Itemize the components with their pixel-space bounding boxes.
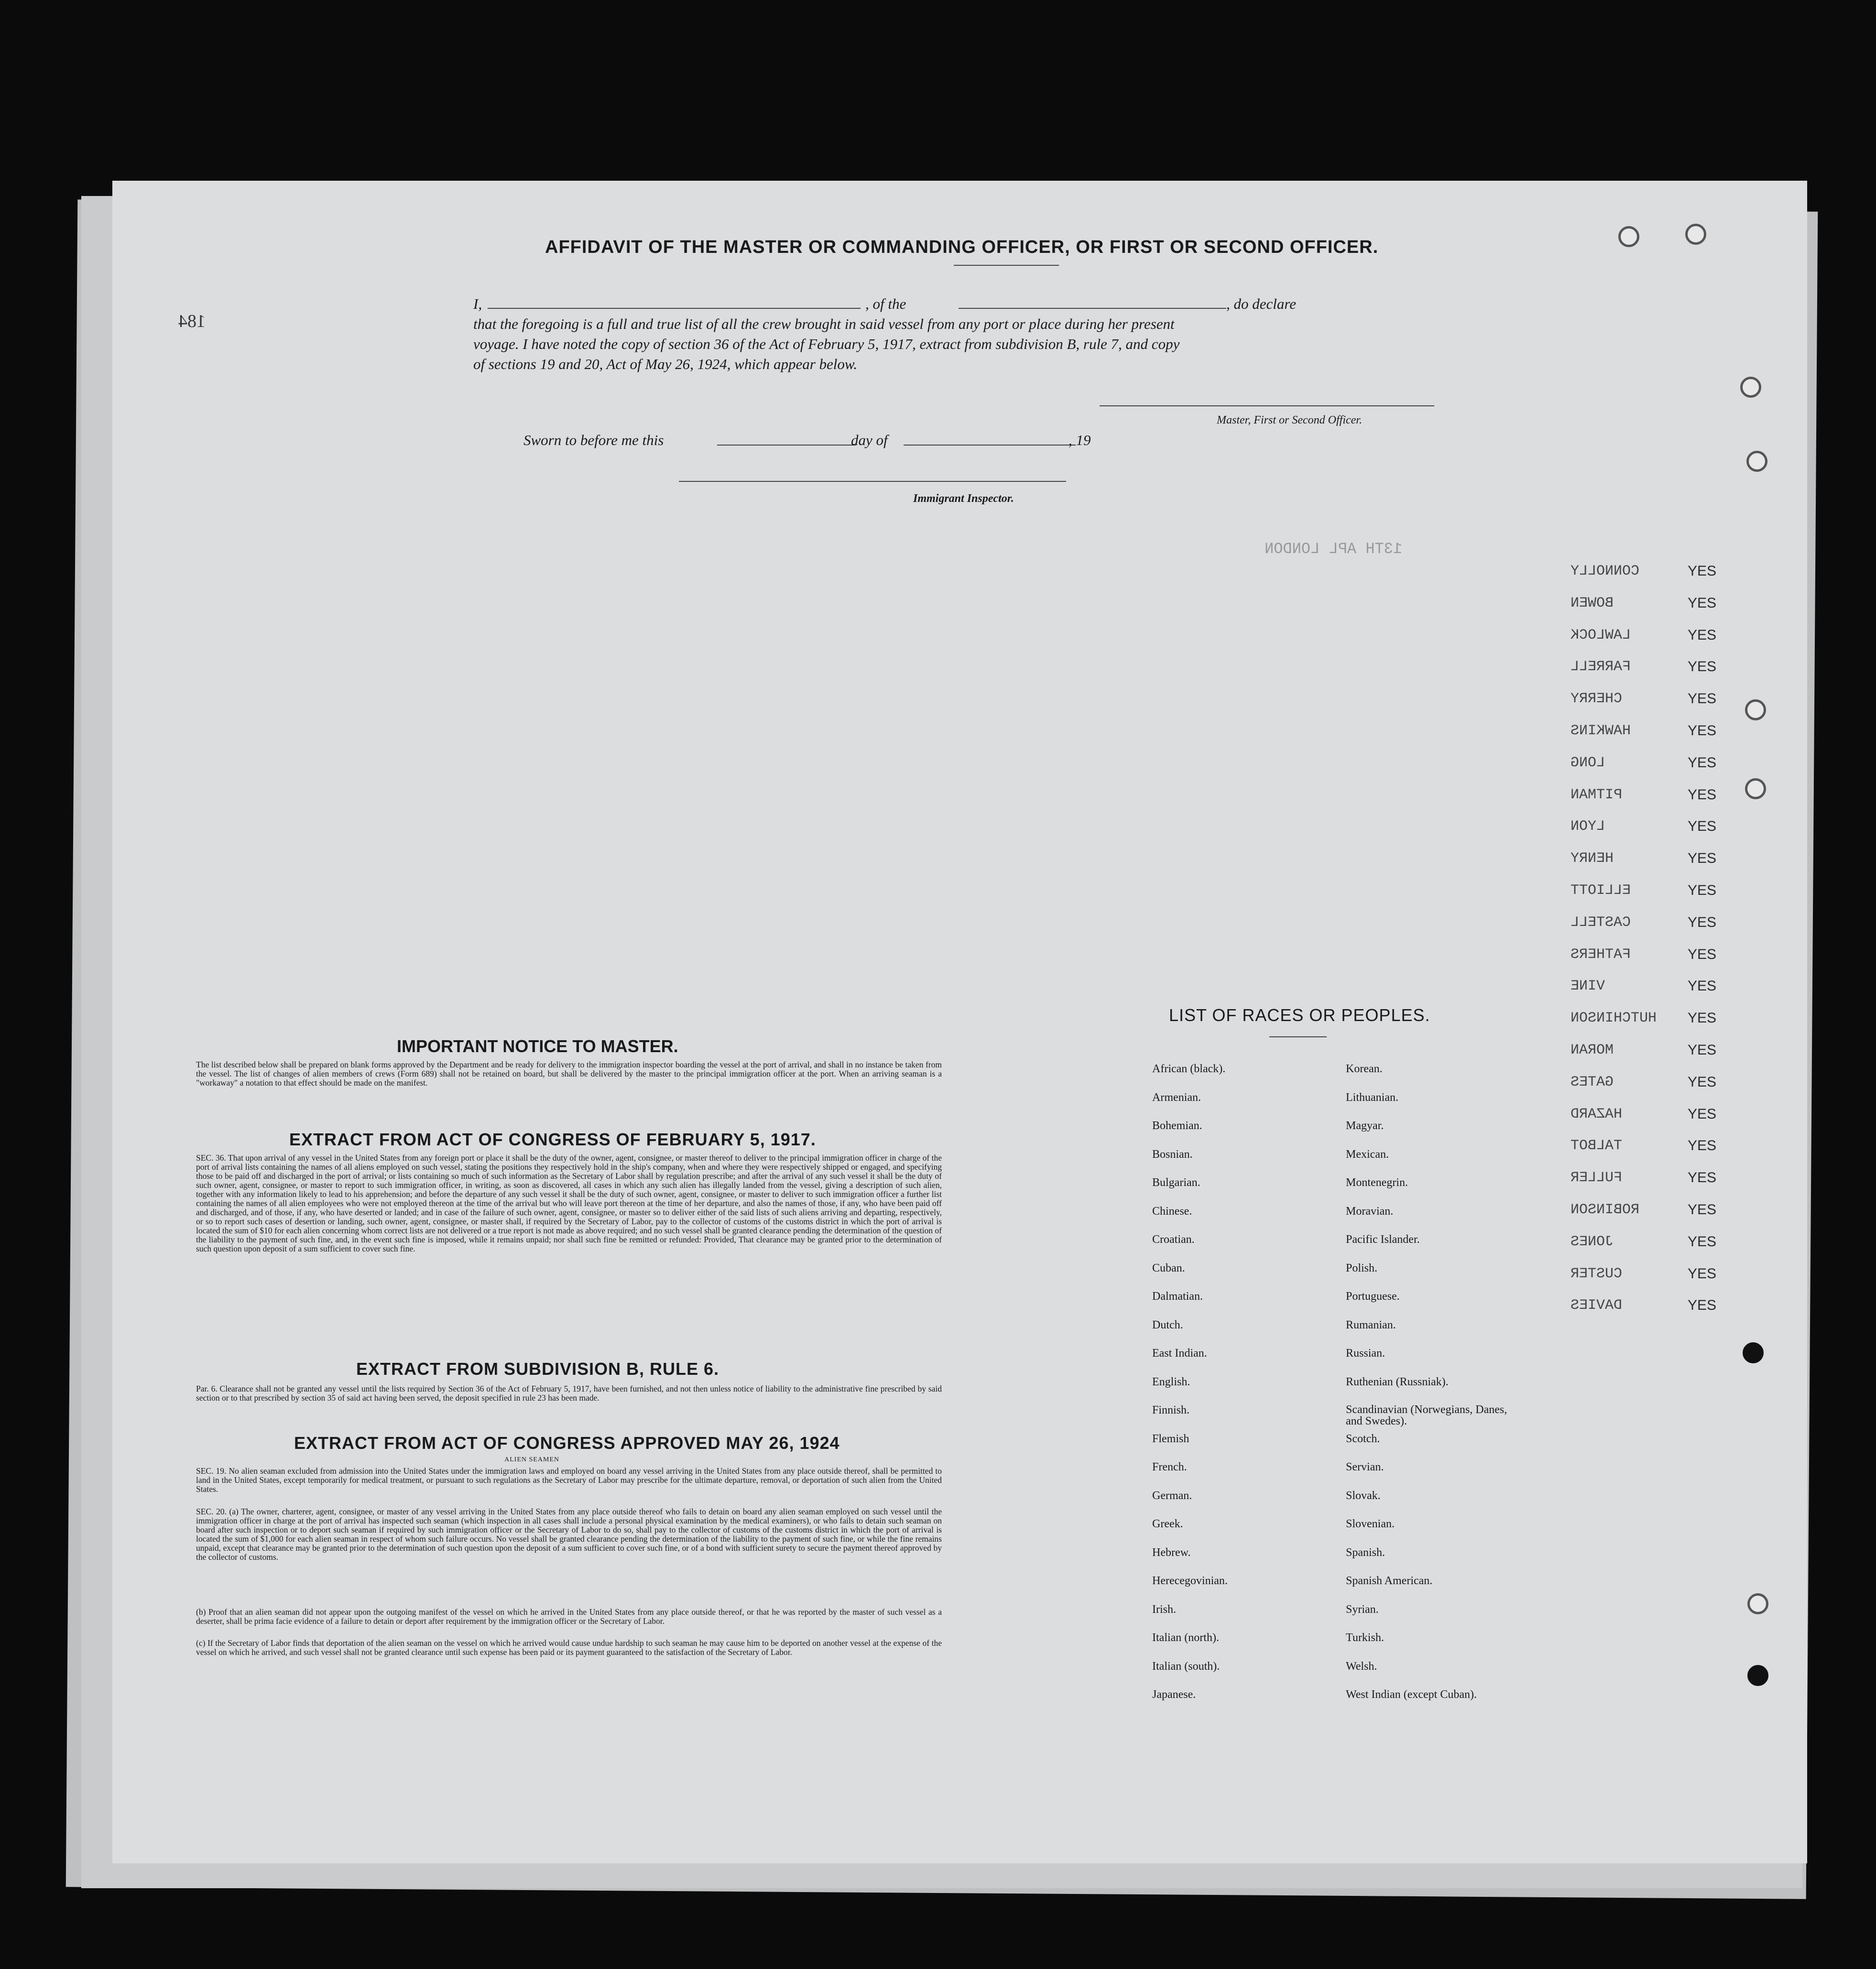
- affidavit-line: that the foregoing is a full and true list of all the crew brought in said vessel from any port or place during her present: [473, 315, 1175, 332]
- race-item: Bosnian.: [1152, 1148, 1193, 1161]
- race-item: Cuban.: [1152, 1262, 1185, 1274]
- bleed-through-name: CONNOLLY: [1571, 563, 1640, 579]
- bleed-through-name: BOWEN: [1571, 595, 1614, 611]
- extract-1917-body: SEC. 36. That upon arrival of any vessel in the United States from any foreign port or place it shall be the duty of the owner, agent, consignee, or master thereof to deliver to the principal immigration officer in charge of the port of arrival lists containing the names of all aliens employed on such vessel, stating the positions they respectively hold in the ship's company, when and where they were respectively shipped or engaged, and specifying those to be paid off and discharged in the port of arrival; or lists containing so much of such information as the Secretary of Labor shall by regulation prescribe; and after the arrival of any such vessel it shall be the duty of such owner, agent, consignee, or master to report to such immigration officer, in writing, as soon as discovered, all cases in which any such alien has illegally landed from the vessel, giving a description of such alien, together with any information likely to lead to his apprehension; and before the departure of any such vessel it shall be the duty of such owner, agent, consignee, or master to deliver to such immigration officer a further list containing the names of all alien employees who were not employed thereon at the time of the arrival but who will leave port thereon at the time of her departure, and also the names of those, if any, who have been paid off and discharged, and of those, if any, who have deserted or landed; and in case of the failure of such owner, agent, consignee, or master so to deliver either of the said lists of such aliens arriving and departing, respectively, or so to report such cases of desertion or landing, such owner, agent, consignee, or master shall, if required by the Secretary of Labor, pay to the collector of customs of the customs district in which the port of arrival is located the sum of $10 for each alien concerning whom correct lists are not delivered or a true report is not made as above required; and no such vessel shall be granted clearance pending the determination of the question of the liability to the payment of such fine, and, in the event such fine is imposed, while it remains unpaid; nor shall such fine be remitted or refunded: Provided, That clearance may be granted prior to the determination of such question upon deposit of a sum sufficient to cover such fine.: [196, 1153, 942, 1253]
- race-item: Welsh.: [1346, 1660, 1377, 1673]
- race-item: Bulgarian.: [1152, 1176, 1200, 1189]
- race-item: Rumanian.: [1346, 1318, 1396, 1331]
- race-item: West Indian (except Cuban).: [1346, 1688, 1477, 1701]
- affidavit-line: of sections 19 and 20, Act of May 26, 1924, which appear below.: [473, 356, 858, 372]
- bleed-through-yes-mark: YES: [1688, 627, 1717, 643]
- binder-hole: [1745, 699, 1766, 720]
- bleed-through-name: HUTCHINSON: [1571, 1010, 1657, 1027]
- bleed-through-name: PITMAN: [1571, 786, 1623, 803]
- affidavit-i-label: I,: [473, 295, 482, 312]
- bleed-through-name: GATES: [1571, 1074, 1614, 1090]
- bleed-through-yes-mark: YES: [1688, 978, 1717, 994]
- race-item: Russian.: [1346, 1347, 1385, 1360]
- bleed-through-yes-mark: YES: [1688, 595, 1717, 611]
- race-item: French.: [1152, 1461, 1187, 1473]
- bleed-through-name: LYON: [1571, 818, 1605, 835]
- signature-field[interactable]: [1100, 405, 1434, 406]
- bleed-through-header: 13TH APL LONDON: [1265, 540, 1403, 558]
- bleed-through-yes-mark: YES: [1688, 1106, 1717, 1122]
- race-item: Hebrew.: [1152, 1546, 1191, 1559]
- sworn-label: Sworn to before me this: [524, 432, 664, 448]
- bleed-through-name: ELLIOTT: [1571, 882, 1631, 899]
- race-item: Dutch.: [1152, 1318, 1183, 1331]
- race-item: Pacific Islander.: [1346, 1233, 1420, 1246]
- binder-hole: [1618, 226, 1639, 247]
- race-item: Armenian.: [1152, 1091, 1201, 1104]
- notice-body: The list described below shall be prepared on blank forms approved by the Department and be ready for delivery to the immigration inspector boarding the vessel at the port of arrival, and shall in no instance be taken from the vessel. The list of changes of alien members of crews (Form 689) shall not be retained on board, but shall be delivered by the master to the principal immigration officer at the port. When an arriving seaman is a "workaway" a notation to that effect should be made on the manifest.: [196, 1060, 942, 1088]
- bleed-through-name: FULLER: [1571, 1170, 1623, 1186]
- race-item: African (black).: [1152, 1063, 1226, 1075]
- bleed-through-name: CUSTER: [1571, 1265, 1623, 1282]
- bleed-through-yes-mark: YES: [1688, 563, 1717, 579]
- extract-1924-sec19: SEC. 19. No alien seaman excluded from admission into the United States under the immigration laws and employed on board any vessel arriving in the United States from any place outside thereof, shall be permitted to land in the United States, except temporarily for medical treatment, or pursuant to such regulations as the Secretary of Labor may prescribe for the ultimate departure, removal, or deportation of such alien from the United States.: [196, 1466, 942, 1494]
- bleed-through-name: CHERRY: [1571, 691, 1623, 707]
- extract-1924-sec20b: (b) Proof that an alien seaman did not appear upon the outgoing manifest of the vessel on which he arrived in the United States from any place outside thereof, or that he was reported by the master of such vessel as a deserter, shall be prima facie evidence of a failure to detain or deport after requirement by the immigration officer or the Secretary of Labor.: [196, 1607, 942, 1626]
- bleed-through-yes-mark: YES: [1688, 691, 1717, 707]
- race-item: Scandinavian (Norwegians, Danes, and Swedes).: [1346, 1403, 1507, 1427]
- binder-hole: [1745, 778, 1766, 799]
- race-item: Turkish.: [1346, 1632, 1384, 1644]
- sworn-day-field[interactable]: [717, 445, 856, 446]
- race-item: English.: [1152, 1375, 1190, 1388]
- manifest-page: [112, 181, 1807, 1863]
- inspector-signature-field[interactable]: [679, 481, 1066, 482]
- bleed-through-name: ROBINSON: [1571, 1202, 1640, 1218]
- inspector-label: Immigrant Inspector.: [913, 492, 1014, 505]
- race-item: Italian (north).: [1152, 1632, 1219, 1644]
- signature-label: Master, First or Second Officer.: [1217, 414, 1362, 426]
- affidavit-line: voyage. I have noted the copy of section 36 of the Act of February 5, 1917, extract from subdivision B, rule 7, and copy: [473, 336, 1180, 352]
- bleed-through-yes-mark: YES: [1688, 1202, 1717, 1218]
- race-item: Herecegovinian.: [1152, 1575, 1228, 1587]
- alien-seamen-subtitle: ALIEN SEAMEN: [504, 1456, 560, 1463]
- extract-1917-title: EXTRACT FROM ACT OF CONGRESS OF FEBRUARY 5, 1917.: [289, 1130, 816, 1149]
- binder-hole: [1743, 1342, 1764, 1363]
- bleed-through-name: MORAN: [1571, 1042, 1614, 1058]
- divider: [1269, 1036, 1327, 1037]
- bleed-through-yes-mark: YES: [1688, 946, 1717, 962]
- bleed-through-yes-mark: YES: [1688, 1233, 1717, 1250]
- race-item: East Indian.: [1152, 1347, 1207, 1360]
- affidavit-title: AFFIDAVIT OF THE MASTER OR COMMANDING OFFICER, OR FIRST OR SECOND OFFICER.: [545, 237, 1379, 257]
- race-item: Chinese.: [1152, 1205, 1192, 1218]
- race-item: Spanish American.: [1346, 1575, 1433, 1587]
- bleed-through-yes-mark: YES: [1688, 786, 1717, 803]
- race-item: Greek.: [1152, 1518, 1183, 1530]
- bleed-through-name: HAWKINS: [1571, 723, 1631, 739]
- divider: [954, 265, 1059, 266]
- race-item: Croatian.: [1152, 1233, 1195, 1246]
- day-of-label: day of: [851, 432, 888, 448]
- race-item: Scotch.: [1346, 1432, 1380, 1445]
- bleed-through-yes-mark: YES: [1688, 1138, 1717, 1154]
- master-name-field[interactable]: [488, 308, 861, 309]
- sworn-month-field[interactable]: [904, 445, 1076, 446]
- bleed-through-name: JONES: [1571, 1233, 1614, 1250]
- vessel-name-field[interactable]: [959, 308, 1226, 309]
- race-item: Lithuanian.: [1346, 1091, 1398, 1104]
- bleed-through-name: LONG: [1571, 754, 1605, 771]
- race-item: Slovenian.: [1346, 1518, 1395, 1530]
- races-title: LIST OF RACES OR PEOPLES.: [1169, 1005, 1430, 1025]
- race-item: Korean.: [1346, 1063, 1383, 1075]
- bleed-through-name: FATHERS: [1571, 946, 1631, 963]
- margin-page-number: 184: [178, 311, 206, 331]
- race-item: Bohemian.: [1152, 1120, 1202, 1132]
- race-item: Dalmatian.: [1152, 1290, 1203, 1303]
- extract-1924-sec20a: SEC. 20. (a) The owner, charterer, agent, consignee, or master of any vessel arriving in the United States from any place outside thereof who fails to detain on board any alien seaman employed on such vessel until the immigration officer in charge at the port of arrival has inspected such seaman (which inspection in all cases shall include a personal physical examination by the medical examiners), or who fails to detain such seaman on board after such inspection or to deport such seaman if required by such immigration officer or the Secretary of Labor to do so, shall pay to the collector of customs of the customs district in which the port of arrival is located the sum of $1,000 for each alien seaman in respect of whom such failure occurs. No vessel shall be granted clearance pending the determination of the liability to the payment of such fine, or while the fine remains unpaid, except that clearance may be granted prior to the determination of such question upon the deposit of a sum sufficient to cover such fine, or of a bond with sufficient surety to secure the payment thereof approved by the collector of customs.: [196, 1507, 942, 1562]
- affidavit-of-the: , of the: [865, 295, 906, 312]
- bleed-through-yes-mark: YES: [1688, 1042, 1717, 1058]
- race-item: Slovak.: [1346, 1489, 1381, 1502]
- bleed-through-yes-mark: YES: [1688, 1010, 1717, 1026]
- binder-hole: [1747, 1665, 1768, 1686]
- binder-hole: [1747, 1593, 1768, 1614]
- bleed-through-name: HENRY: [1571, 850, 1614, 867]
- year-label: , 19: [1069, 432, 1091, 448]
- race-item: Spanish.: [1346, 1546, 1385, 1559]
- race-item: German.: [1152, 1489, 1192, 1502]
- bleed-through-name: DAVIES: [1571, 1297, 1623, 1314]
- bleed-through-yes-mark: YES: [1688, 659, 1717, 675]
- bleed-through-yes-mark: YES: [1688, 914, 1717, 930]
- bleed-through-name: FARRELL: [1571, 659, 1631, 675]
- race-item: Portuguese.: [1346, 1290, 1400, 1303]
- bleed-through-name: VINE: [1571, 978, 1605, 995]
- extract-rule6-body: Par. 6. Clearance shall not be granted any vessel until the lists required by Section 36 of the Act of February 5, 1917, have been furnished, and not then unless notice of liability to the administrative fine prescribed by said section or to that prescribed by section 35 of said act having been served, the deposit specified in rule 23 has been made.: [196, 1384, 942, 1403]
- bleed-through-name: TALBOT: [1571, 1138, 1623, 1154]
- extract-1924-title: EXTRACT FROM ACT OF CONGRESS APPROVED MAY 26, 1924: [294, 1433, 840, 1453]
- bleed-through-name: HAZARD: [1571, 1106, 1623, 1122]
- binder-hole: [1740, 377, 1761, 398]
- binder-hole: [1746, 451, 1767, 472]
- race-item: Polish.: [1346, 1262, 1378, 1274]
- bleed-through-yes-mark: YES: [1688, 1074, 1717, 1090]
- bleed-through-name: LAWLOCK: [1571, 627, 1631, 643]
- race-item: Magyar.: [1346, 1120, 1384, 1132]
- race-item: Flemish: [1152, 1432, 1189, 1445]
- race-item: Ruthenian (Russniak).: [1346, 1375, 1449, 1388]
- bleed-through-name: CASTELL: [1571, 914, 1631, 931]
- race-item: Italian (south).: [1152, 1660, 1220, 1673]
- bleed-through-yes-mark: YES: [1688, 723, 1717, 739]
- bleed-through-yes-mark: YES: [1688, 1265, 1717, 1282]
- notice-title: IMPORTANT NOTICE TO MASTER.: [397, 1036, 678, 1056]
- race-item: Syrian.: [1346, 1603, 1379, 1616]
- race-item: Montenegrin.: [1346, 1176, 1408, 1189]
- race-item: Mexican.: [1346, 1148, 1389, 1161]
- binder-hole: [1685, 224, 1706, 245]
- affidavit-do-declare: , do declare: [1226, 295, 1297, 312]
- bleed-through-yes-mark: YES: [1688, 754, 1717, 771]
- extract-rule6-title: EXTRACT FROM SUBDIVISION B, RULE 6.: [356, 1359, 720, 1379]
- bleed-through-yes-mark: YES: [1688, 1170, 1717, 1186]
- race-item: Finnish.: [1152, 1404, 1190, 1416]
- race-item: Moravian.: [1346, 1205, 1394, 1218]
- race-item: Japanese.: [1152, 1688, 1196, 1701]
- bleed-through-yes-mark: YES: [1688, 882, 1717, 898]
- race-item: Servian.: [1346, 1461, 1384, 1473]
- bleed-through-yes-mark: YES: [1688, 818, 1717, 835]
- race-item: Irish.: [1152, 1603, 1176, 1616]
- extract-1924-sec20c: (c) If the Secretary of Labor finds that deportation of the alien seaman on the vessel on which he arrived would cause undue hardship to such seaman he may cause him to be deported on another vessel at the expense of the vessel on which he arrived, and such vessel shall not be granted clearance until such expense has been paid or its payment guaranteed to the satisfaction of the Secretary of Labor.: [196, 1638, 942, 1657]
- bleed-through-yes-mark: YES: [1688, 850, 1717, 867]
- bleed-through-yes-mark: YES: [1688, 1297, 1717, 1314]
